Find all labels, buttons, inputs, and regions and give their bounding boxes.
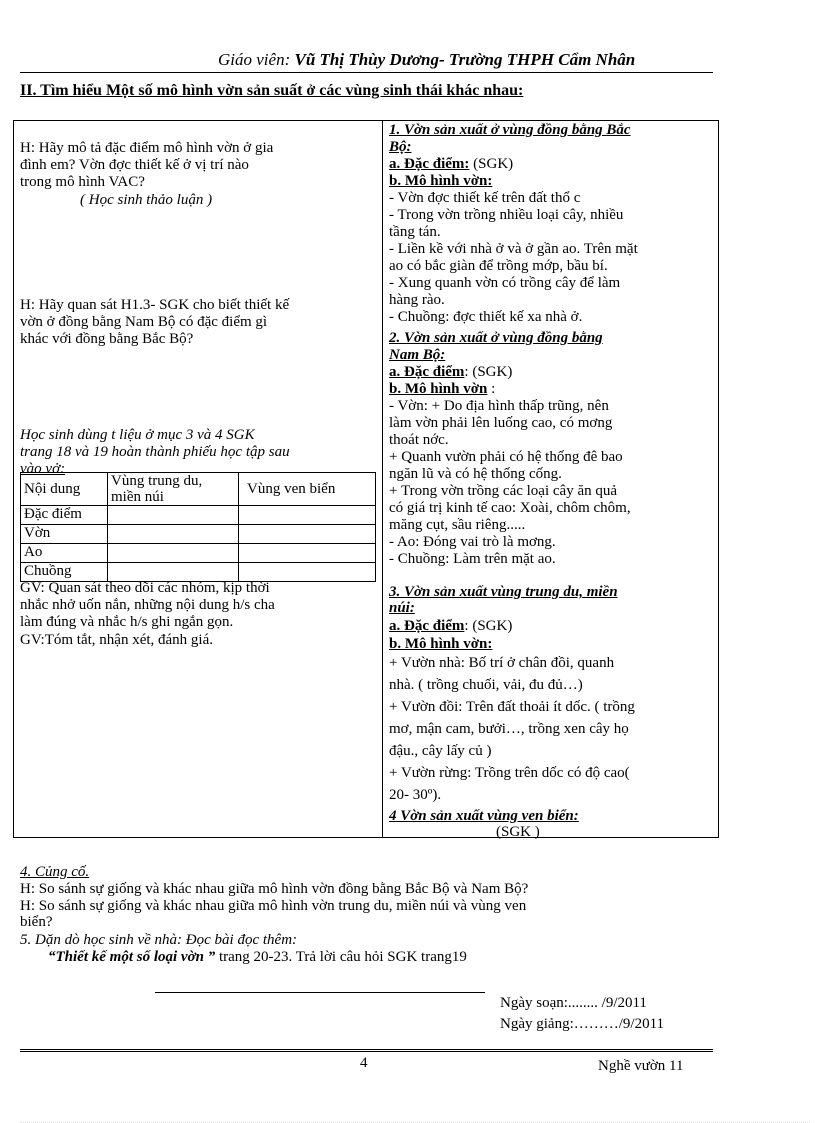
signature-line xyxy=(155,992,485,993)
table-divider xyxy=(382,120,383,838)
subject-label: Nghề vườn 11 xyxy=(598,1058,684,1074)
footer-rule xyxy=(20,1049,713,1052)
section-4-title: 4 Vờn sản xuất vùng ven biển: xyxy=(389,808,579,824)
table-row: Đặc điểm xyxy=(21,506,376,525)
table-header-row xyxy=(21,473,376,506)
consolidation-q1: H: So sánh sự giống và khác nhau giữa mô hình vờn đồng bằng Bắc Bộ và Nam Bộ? xyxy=(20,881,529,897)
page-header xyxy=(218,50,635,70)
table-row: Ao xyxy=(21,544,376,563)
table-row: Chuồng xyxy=(21,563,376,582)
header-rule xyxy=(20,72,713,73)
col-header: Nội dung xyxy=(21,473,108,506)
date-prepared: Ngày soạn:........ /9/2011 xyxy=(500,995,647,1011)
teacher-note-1: GV: Quan sát theo dõi các nhóm, kịp thời nhắc nhở uốn nắn, những nội dung h/s cha làm đúng và nhắc h/s ghi ngắn gọn. xyxy=(20,580,275,630)
homework-reading: “Thiết kế một số loại vờn ” trang 20-23. Trả lời câu hỏi SGK trang19 xyxy=(48,949,467,965)
homework-heading: 5. Dặn dò học sinh về nhà: Đọc bài đọc thêm: xyxy=(20,932,298,948)
question-1: H: Hãy mô tả đặc điểm mô hình vờn ở gia đình em? Vờn đợc thiết kế ở vị trí nào trong mô hình VAC? xyxy=(20,140,274,190)
worksheet-table xyxy=(20,472,376,582)
date-taught: Ngày giảng:………/9/2011 xyxy=(500,1016,665,1032)
section-4-value: (SGK ) xyxy=(496,824,540,840)
question-2: H: Hãy quan sát H1.3- SGK cho biết thiết kế vờn ở đồng bằng Nam Bộ có đặc điểm gì khác với đồng bằng Bắc Bộ? xyxy=(20,297,290,347)
consolidation-q2-cont: biển? xyxy=(20,914,53,930)
table-row: Vờn xyxy=(21,525,376,544)
page-number: 4 xyxy=(360,1055,368,1071)
col-header: Vùng trung du, miền núi xyxy=(108,473,239,506)
section-title: II. Tìm hiểu Một số mô hình vờn sản suất ở các vùng sinh thái khác nhau: xyxy=(20,82,524,99)
task-instruction: Học sinh dùng t liệu ở mục 3 và 4 SGK trang 18 và 19 hoàn thành phiếu học tập sau vào vở: xyxy=(20,427,290,477)
section-3: 3. Vờn sản xuất vùng trung du, miền núi: a. Đặc điểm: (SGK) b. Mô hình vờn: + Vườn nhà: Bố trí ở chân đồi, quanh nhà. ( trồng chuối, vải, đu đủ…) + Vườn đồi: Trên đất thoải ít dốc. ( trồng mơ, mận cam, bưởi…, trồng xen cây họ đậu., cây lấy củ ) + Vườn rừng: Trồng trên dốc có độ cao( 20- 30º). xyxy=(389,584,635,803)
header-prefix: Giáo viên: xyxy=(218,50,295,69)
header-teacher: Vũ Thị Thùy Dương- Trường THPH Cẩm Nhân xyxy=(294,50,636,69)
consolidation-heading: 4. Củng cố. xyxy=(20,864,90,880)
col-header: Vùng ven biển xyxy=(239,473,376,506)
discussion-note: ( Học sinh thảo luận ) xyxy=(80,192,213,208)
section-1: 1. Vờn sản xuất ở vùng đồng bằng Bắc Bộ: a. Đặc điểm: (SGK) b. Mô hình vờn: - Vờn đợc thiết kế trên đất thổ c - Trong vờn trồng nhiều loại cây, nhiều tầng tán. - Liền kề với nhà ở và ở gần ao. Trên mặt ao có bắc giàn để trồng mớp, bầu bí. - Xung quanh vờn có trồng cây để làm hàng rào. - Chuồng: đợc thiết kế xa nhà ở. xyxy=(389,122,638,325)
teacher-note-2: GV:Tóm tắt, nhận xét, đánh giá. xyxy=(20,632,214,648)
section-2: 2. Vờn sản xuất ở vùng đồng bằng Nam Bộ: a. Đặc điểm: (SGK) b. Mô hình vờn : - Vờn: + Do địa hình thấp trũng, nên làm vờn phải lên luống cao, có mơng thoát nớc. + Quanh vườn phải có hệ thống đê bao ngăn lũ và có hệ thống cống. + Trong vờn trồng các loại cây ăn quả có giá trị kinh tế cao: Xoài, chôm chôm, măng cụt, sầu riêng..... - Ao: Đóng vai trò là mơng. - Chuồng: Làm trên mặt ao. xyxy=(389,330,631,567)
consolidation-q2: H: So sánh sự giống và khác nhau giữa mô hình vờn trung du, miền núi và vùng ven xyxy=(20,898,527,914)
